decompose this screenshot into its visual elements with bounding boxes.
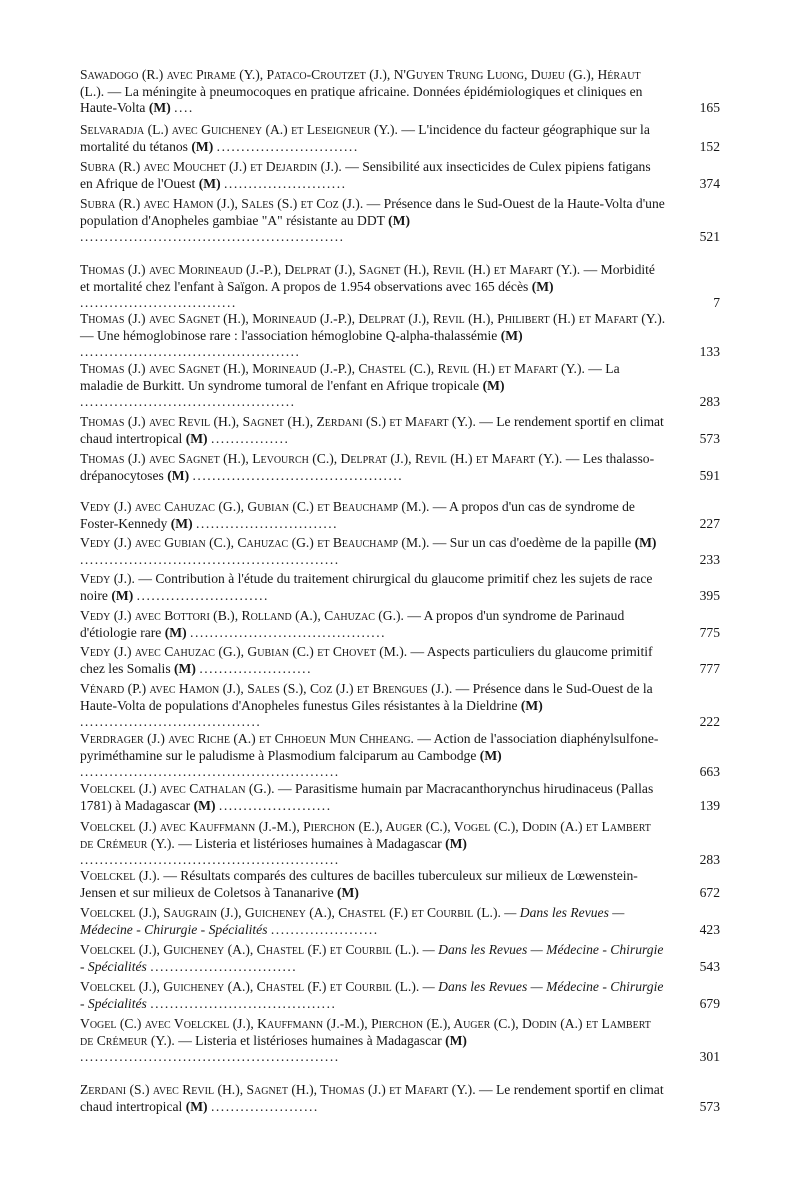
entry-title: — A propos d'un syndrome de Parinaud d'étiologie rare (80, 608, 625, 640)
entry-authors: Vedy (J.) avec Bottori (B.), Rolland (A.), Cahuzac (G.). (80, 608, 404, 623)
entry-title: — Les thalasso-drépanocytoses (80, 451, 655, 483)
entry-page: 521 (699, 229, 720, 244)
entry-page: 573 (699, 1098, 720, 1114)
index-entry: Voelckel (J.) avec Cathalan (G.). — Parasitisme humain par Macracanthorynchus hirudinaceus (Pallas 1781) à Madagascar (M) ....................... 139 (80, 781, 720, 813)
entry-authors: Zerdani (S.) avec Revil (H.), Sagnet (H.), Thomas (J.) et Mafart (Y.). (80, 1082, 476, 1097)
entry-authors: Vénard (P.) avec Hamon (J.), Sales (S.), Coz (J.) et Brengues (J.). (80, 681, 453, 696)
entry-page: 283 (699, 394, 720, 409)
entry-page: 301 (699, 1049, 720, 1064)
entry-title: — Le rendement sportif en climat chaud intertropical (80, 414, 664, 446)
entry-title: — Une hémoglobinose rare : l'association hémoglobine Q-alpha-thalassémie (80, 327, 498, 343)
entry-authors: Voelckel (J.), Saugrain (J.), Guicheney (A.), Chastel (F.) et Courbil (L.). (80, 905, 501, 920)
entry-title: — Action de l'association diaphénylsulfone-pyriméthamine sur le paludisme à Plasmodium falciparum au Cambodge (80, 731, 659, 763)
index-entry: Vogel (C.) avec Voelckel (J.), Kauffmann (J.-M.), Pierchon (E.), Auger (C.), Dodin (A.) et Lambert de Crémeur (Y.). — Listeria et listérioses humaines à Madagascar (M) ..................................................... 301 (80, 1016, 720, 1064)
entry-authors: Vogel (C.) avec Voelckel (J.), Kauffmann (J.-M.), Pierchon (E.), Auger (C.), Dodin (A.) et Lambert de Crémeur (Y.). (80, 1016, 651, 1048)
entry-title: — Dans les Revues — Médecine - Chirurgie - Spécialités (80, 905, 625, 937)
index-entry: Thomas (J.) avec Sagnet (H.), Levourch (C.), Delprat (J.), Revil (H.) et Mafart (Y.). — Les thalasso-drépanocytoses (M) ........................................... 591 (80, 451, 720, 483)
entry-title: — Le rendement sportif en climat chaud intertropical (80, 1082, 664, 1114)
entry-authors: Vedy (J.) avec Gubian (C.), Cahuzac (G.) et Beauchamp (M.). (80, 535, 430, 550)
entry-page: 233 (699, 551, 720, 567)
entry-title: — Parasitisme humain par Macracanthorynchus hirudinaceus (Pallas 1781) à Madagascar (80, 781, 654, 813)
entry-title: — A propos d'un cas de syndrome de Foster-Kennedy (80, 499, 635, 531)
index-entry: Thomas (J.) avec Revil (H.), Sagnet (H.), Zerdani (S.) et Mafart (Y.). — Le rendement sportif en climat chaud intertropical (M) ................ 573 (80, 414, 720, 446)
entry-authors: Voelckel (J.), Guicheney (A.), Chastel (F.) et Courbil (L.). (80, 942, 420, 957)
entry-marker: (M) (479, 747, 502, 763)
entry-page: 395 (699, 587, 720, 603)
entry-authors: Thomas (J.) avec Sagnet (H.), Morineaud (J.-P.), Chastel (C.), Revil (H.) et Mafart (Y.). (80, 361, 585, 376)
entry-authors: Selvaradja (L.) avec Guicheney (A.) et Leseigneur (Y.). (80, 122, 398, 137)
entry-authors: Thomas (J.) avec Morineaud (J.-P.), Delprat (J.), Sagnet (H.), Revil (H.) et Mafart (Y.). (80, 262, 581, 277)
entry-marker: (M) (111, 587, 134, 603)
index-entry: Sawadogo (R.) avec Pirame (Y.), Pataco-Croutzet (J.), N'Guyen Trung Luong, Dujeu (G.), Héraut (L.). — La méningite à pneumocoques en pratique africaine. Données épidémiologiques et cliniques en Haute-Volta (M) .... 165 (80, 67, 720, 115)
index-entry: Voelckel (J.), Guicheney (A.), Chastel (F.) et Courbil (L.). — Dans les Revues — Médecine - Chirurgie - Spécialités ...................................... 679 (80, 979, 720, 1011)
entry-title: — Contribution à l'étude du traitement chirurgical du glaucome primitif chez les sujets de race noire (80, 571, 653, 603)
entry-authors: Verdrager (J.) avec Riche (A.) et Chhoeun Mun Chheang. (80, 731, 414, 746)
index-entry: Vedy (J.) avec Cahuzac (G.), Gubian (C.) et Chovet (M.). — Aspects particuliers du glaucome primitif chez les Somalis (M) ....................... 777 (80, 644, 720, 676)
index-entry: Zerdani (S.) avec Revil (H.), Sagnet (H.), Thomas (J.) et Mafart (Y.). — Le rendement sportif en climat chaud intertropical (M) ...................... 573 (80, 1082, 720, 1114)
entry-page: 672 (699, 884, 720, 900)
entry-marker: (M) (164, 624, 187, 640)
index-entry (80, 868, 720, 901)
index-entry: Vedy (J.) avec Bottori (B.), Rolland (A.), Cahuzac (G.). — A propos d'un syndrome de Parinaud d'étiologie rare (M) ........................................ 775 (80, 608, 720, 640)
entry-authors: Thomas (J.) avec Revil (H.), Sagnet (H.), Zerdani (S.) et Mafart (Y.). (80, 414, 476, 429)
entry-marker: (M) (148, 100, 171, 115)
entry-authors: Sawadogo (R.) avec Pirame (Y.), Pataco-Croutzet (J.), N'Guyen Trung Luong, Dujeu (G.), Héraut (L.). (80, 67, 641, 99)
entry-marker: (M) (170, 515, 193, 531)
entry-page: 139 (699, 797, 720, 813)
entry-title: — Résultats comparés des cultures de bacilles tuberculeux sur milieux de Lœwenstein-Jensen et sur milieux de Coletsos à Tananarive (80, 868, 638, 900)
entry-marker: (M) (198, 175, 221, 191)
entry-marker: (M) (445, 1032, 467, 1048)
entry-page: 679 (699, 995, 720, 1011)
entry-title: — Présence dans le Sud-Ouest de la Haute-Volta de populations d'Anopheles funestus Giles résistantes à la Dieldrine (80, 681, 653, 713)
entry-page: 227 (699, 515, 720, 531)
index-entry: Verdrager (J.) avec Riche (A.) et Chhoeun Mun Chheang. — Action de l'association diaphénylsulfone-pyriméthamine sur le paludisme à Plasmodium falciparum au Cambodge (M) ..................................................... 663 (80, 731, 720, 779)
entry-marker: (M) (520, 697, 543, 713)
index-entry: Vedy (J.) avec Gubian (C.), Cahuzac (G.) et Beauchamp (M.). — Sur un cas d'oedème de la papille (M) ..................................................... 233 (80, 535, 720, 567)
entry-title: — Sensibilité aux insecticides de Culex pipiens fatigans en Afrique de l'Ouest (80, 159, 651, 191)
index-entry: Vedy (J.) avec Cahuzac (G.), Gubian (C.) et Beauchamp (M.). — A propos d'un cas de syndrome de Foster-Kennedy (M) ............................. 227 (80, 499, 720, 531)
entry-marker: (M) (634, 535, 657, 550)
index-entry: Thomas (J.) avec Sagnet (H.), Morineaud (J.-P.), Chastel (C.), Revil (H.) et Mafart (Y.). — La maladie de Burkitt. Un syndrome tumoral de l'enfant en Afrique tropicale (M) ............................................ 283 (80, 361, 720, 409)
index-entry: Voelckel (J.), Saugrain (J.), Guicheney (A.), Chastel (F.) et Courbil (L.). — Dans les Revues — Médecine - Chirurgie - Spécialités ...................... 423 (80, 905, 720, 937)
entry-authors: Voelckel (J.). (80, 868, 160, 883)
entry-marker: (M) (174, 660, 196, 676)
entry-authors: Thomas (J.) avec Sagnet (H.), Levourch (C.), Delprat (J.), Revil (H.) et Mafart (Y.). (80, 451, 563, 466)
entry-marker: (M) (445, 835, 467, 851)
entry-marker: (M) (185, 430, 208, 446)
entry-authors: Subra (R.) avec Mouchet (J.) et Dejardin (J.). (80, 159, 342, 174)
entry-title: — Dans les Revues — Médecine - Chirurgie - Spécialités (80, 942, 664, 974)
index-entry: Vedy (J.). — Contribution à l'étude du traitement chirurgical du glaucome primitif chez les sujets de race noire (M) ........................... 395 (80, 571, 720, 603)
index-entry: Subra (R.) avec Mouchet (J.) et Dejardin (J.). — Sensibilité aux insecticides de Culex pipiens fatigans en Afrique de l'Ouest (M) ......................... 374 (80, 159, 720, 191)
index-entry: Thomas (J.) avec Morineaud (J.-P.), Delprat (J.), Sagnet (H.), Revil (H.) et Mafart (Y.). — Morbidité et mortalité chez l'enfant à Saïgon. A propos de 1.954 observations avec 165 décès (M) ................................ 7 (80, 262, 720, 310)
entry-page: 283 (699, 852, 720, 867)
index-entry: Vénard (P.) avec Hamon (J.), Sales (S.), Coz (J.) et Brengues (J.). — Présence dans le Sud-Ouest de la Haute-Volta de populations d'Anopheles funestus Giles résistantes à la Dieldrine (M) ..................................... 222 (80, 681, 720, 729)
entry-title: — Listeria et listérioses humaines à Madagascar (178, 835, 442, 851)
entry-authors: Voelckel (J.) avec Cathalan (G.). (80, 781, 275, 796)
entry-page: 423 (699, 921, 720, 937)
index-entry: Voelckel (J.), Guicheney (A.), Chastel (F.) et Courbil (L.). — Dans les Revues — Médecine - Chirurgie - Spécialités .............................. 543 (80, 942, 720, 974)
entry-title: — La méningite à pneumocoques en pratique africaine. Données épidémiologiques et cliniques en Haute-Volta (80, 83, 643, 115)
entry-page: 165 (699, 100, 720, 115)
entry-title: — Sur un cas d'oedème de la papille (432, 535, 632, 550)
entry-page: 152 (699, 138, 720, 154)
entry-title: — Présence dans le Sud-Ouest de la Haute-Volta d'une population d'Anopheles gambiae "A" résistante au DDT (80, 196, 665, 228)
entry-authors: Thomas (J.) avec Sagnet (H.), Morineaud (J.-P.), Delprat (J.), Revil (H.), Philibert (H.) et Mafart (Y.). (80, 311, 666, 326)
entry-page: 573 (699, 430, 720, 446)
entry-marker: (M) (388, 212, 411, 228)
entry-title: — Morbidité et mortalité chez l'enfant à Saïgon. A propos de 1.954 observations avec 165 décès (80, 262, 655, 294)
index-entry: Subra (R.) avec Hamon (J.), Sales (S.) et Coz (J.). — Présence dans le Sud-Ouest de la Haute-Volta d'une population d'Anopheles gambiae "A" résistante au DDT (M) ...................................................... 521 (80, 196, 720, 244)
entry-marker: (M) (167, 467, 190, 483)
entry-marker: (M) (337, 884, 359, 900)
entry-page: 222 (699, 714, 720, 729)
index-entry: Voelckel (J.) avec Kauffmann (J.-M.), Pierchon (E.), Auger (C.), Vogel (C.), Dodin (A.) et Lambert de Crémeur (Y.). — Listeria et listérioses humaines à Madagascar (M) ..................................................... 283 (80, 819, 720, 867)
entry-title: — L'incidence du facteur géographique sur la mortalité du tétanos (80, 122, 650, 154)
entry-authors: Vedy (J.) avec Cahuzac (G.), Gubian (C.) et Beauchamp (M.). (80, 499, 430, 514)
entry-marker: (M) (500, 327, 523, 343)
entry-marker: (M) (191, 138, 214, 154)
entry-page: 591 (699, 467, 720, 483)
entry-page: 133 (699, 344, 720, 359)
entry-page: 663 (699, 764, 720, 779)
entry-title: — Dans les Revues — Médecine - Chirurgie - Spécialités (80, 979, 664, 1011)
entry-marker: (M) (193, 797, 216, 813)
entry-authors: Voelckel (J.) avec Kauffmann (J.-M.), Pierchon (E.), Auger (C.), Vogel (C.), Dodin (A.) et Lambert de Crémeur (Y.). (80, 819, 651, 851)
index-entry: Selvaradja (L.) avec Guicheney (A.) et Leseigneur (Y.). — L'incidence du facteur géographique sur la mortalité du tétanos (M) ............................. 152 (80, 122, 720, 154)
entry-authors: Voelckel (J.), Guicheney (A.), Chastel (F.) et Courbil (L.). (80, 979, 420, 994)
entry-page: 543 (699, 958, 720, 974)
entry-page: 775 (699, 624, 720, 640)
entry-page: 374 (699, 175, 720, 191)
entry-marker: (M) (482, 377, 505, 393)
entry-authors: Vedy (J.) avec Cahuzac (G.), Gubian (C.) et Chovet (M.). (80, 644, 408, 659)
entry-title: — Listeria et listérioses humaines à Madagascar (178, 1032, 442, 1048)
entry-title: — La maladie de Burkitt. Un syndrome tumoral de l'enfant en Afrique tropicale (80, 361, 620, 393)
entry-marker: (M) (531, 278, 554, 294)
entry-authors: Subra (R.) avec Hamon (J.), Sales (S.) et Coz (J.). (80, 196, 364, 211)
entry-title: — Aspects particuliers du glaucome primitif chez les Somalis (80, 644, 653, 676)
entry-page: 7 (713, 295, 720, 310)
entry-page: 777 (699, 660, 720, 676)
entry-marker: (M) (185, 1098, 208, 1114)
entry-authors: Vedy (J.). (80, 571, 135, 586)
index-entry: Thomas (J.) avec Sagnet (H.), Morineaud (J.-P.), Delprat (J.), Revil (H.), Philibert (H.) et Mafart (Y.). — Une hémoglobinose rare : l'association hémoglobine Q-alpha-thalassémie (M) ............................................. 133 (80, 311, 720, 359)
